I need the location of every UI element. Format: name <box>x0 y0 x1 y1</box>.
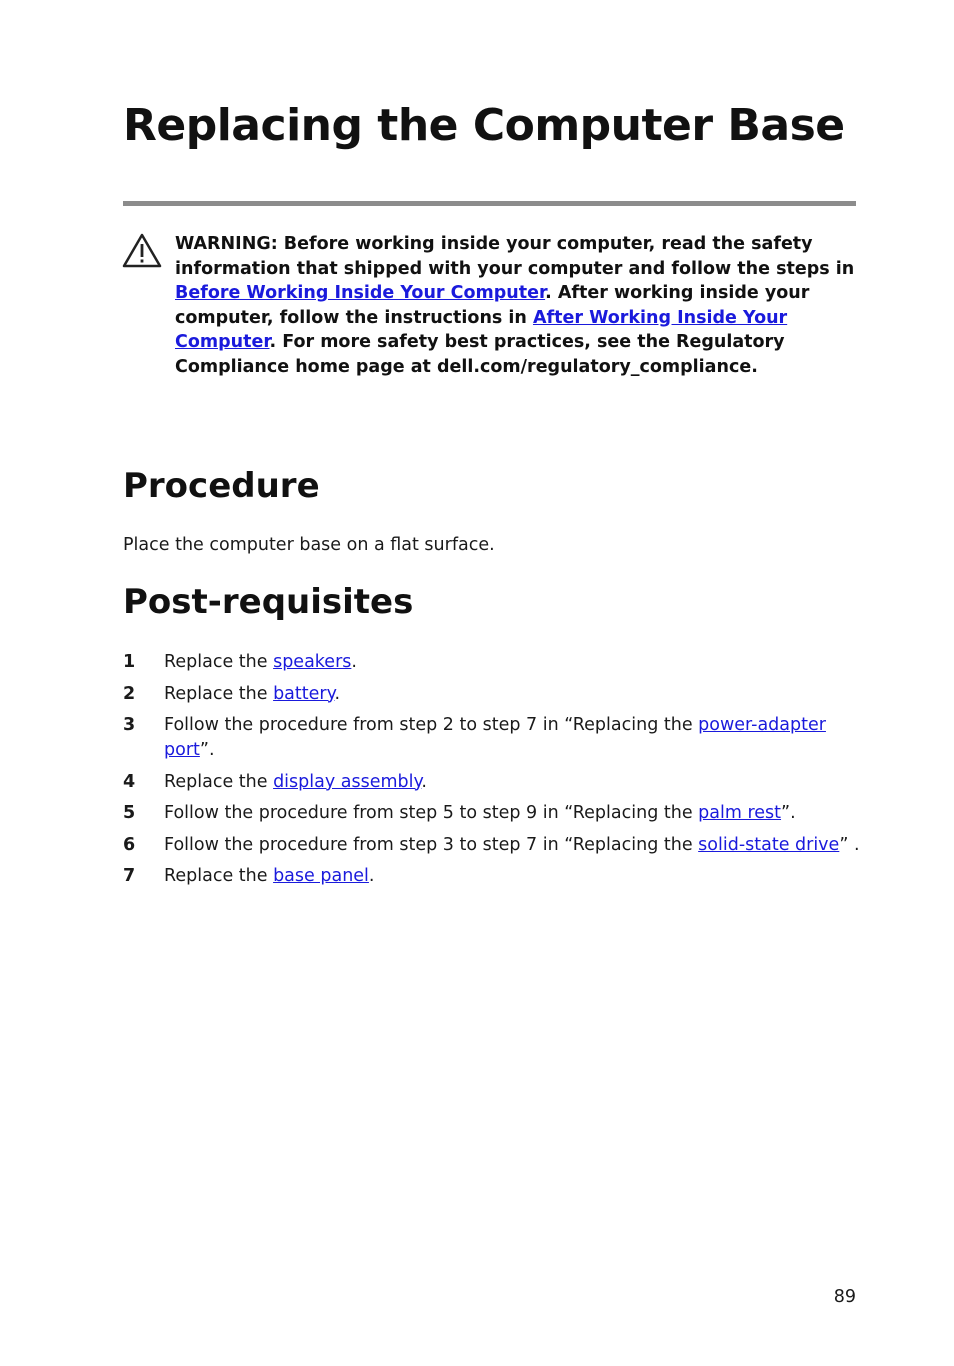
battery-link[interactable]: battery <box>273 683 335 704</box>
step-7 <box>123 864 863 889</box>
step-text-end: . <box>334 683 341 704</box>
step-1 <box>123 650 863 675</box>
step-text: Follow the procedure from step 3 to step 7 in “Replacing the <box>164 834 699 855</box>
before-working-link[interactable]: Before Working Inside Your Computer <box>175 283 546 304</box>
step-text-end: . <box>368 866 375 886</box>
post-requisites-heading: Post-requisites <box>123 582 414 622</box>
step-text: Follow the procedure from step 2 to step 7 in “Replacing the <box>164 715 699 735</box>
step-text-end: ”. <box>199 740 215 760</box>
warning-text-2: . After working inside your computer, follow the instructions in <box>175 283 810 328</box>
after-working-link[interactable]: After Working Inside Your Computer <box>175 307 788 353</box>
base-panel-link[interactable]: base panel <box>273 866 369 886</box>
step-text-end: ”. <box>781 803 796 823</box>
step-number: 4 <box>123 771 136 792</box>
step-number: 6 <box>123 834 136 855</box>
step-number: 7 <box>123 866 136 886</box>
palm-rest-link[interactable]: palm rest <box>698 803 782 823</box>
step-text: Follow the procedure from step 5 to step 9 in “Replacing the <box>164 803 699 823</box>
display-assembly-link[interactable]: display assembly <box>273 771 422 792</box>
procedure-text: Place the computer base on a flat surface. <box>123 535 495 555</box>
step-text-end: . <box>351 652 357 672</box>
step-text-end: . <box>421 771 427 792</box>
procedure-heading: Procedure <box>123 466 320 506</box>
step-4 <box>123 770 863 795</box>
step-3 <box>123 713 863 763</box>
step-6 <box>123 833 863 858</box>
post-requisites-list <box>123 650 863 896</box>
step-2 <box>123 682 863 707</box>
speakers-link[interactable]: speakers <box>273 652 352 672</box>
step-text-end: ” . <box>839 834 860 855</box>
step-text: Replace the <box>164 771 274 792</box>
solid-state-drive-link[interactable]: solid-state drive <box>698 834 840 855</box>
power-adapter-port-link[interactable]: power-adapter port <box>164 715 826 760</box>
step-number: 2 <box>123 683 136 704</box>
step-text: Replace the <box>164 683 274 704</box>
warning-notice <box>175 232 865 380</box>
step-text: Replace the <box>164 866 274 886</box>
page-title: Replacing the Computer Base <box>123 100 845 151</box>
warning-text-3: . For more safety best practices, see the Regulatory Compliance home page at dell.com/regulatory_compliance. <box>175 332 785 377</box>
step-number: 1 <box>123 652 136 672</box>
warning-triangle-icon <box>122 233 162 269</box>
step-number: 5 <box>123 803 136 823</box>
step-text: Replace the <box>164 652 274 672</box>
title-divider <box>123 201 856 206</box>
warning-text-1: WARNING: Before working inside your computer, read the safety information that shipped with your computer and follow the steps in <box>175 234 855 279</box>
step-number: 3 <box>123 715 136 735</box>
page-number: 89 <box>833 1287 856 1307</box>
step-5 <box>123 801 863 826</box>
